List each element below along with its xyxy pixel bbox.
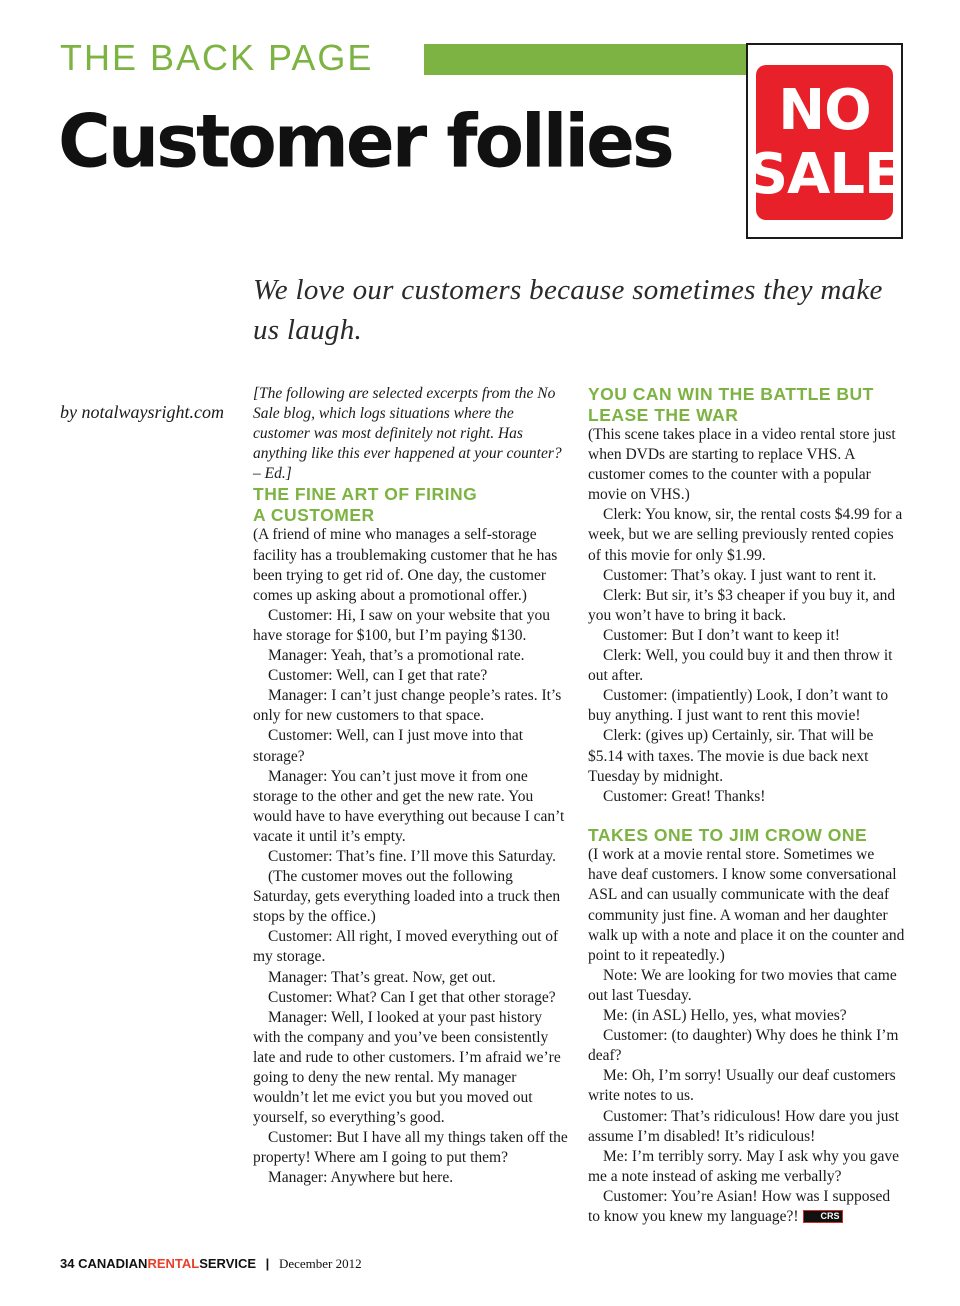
brand-canadian: CANADIAN [78,1256,148,1271]
story-2-paragraph: Clerk: You know, sir, the rental costs $4.99 for a week, but we are selling previously rented copies of this movie for only $1.99. [588,506,903,564]
story-3-paragraph: Me: I’m terribly sorry. May I ask why you gave me a note instead of asking me verbally? [588,1147,900,1185]
story-1-heading-line-1: THE FINE ART OF FIRING [253,484,478,505]
story-2-heading-line-1: YOU CAN WIN THE BATTLE BUT [588,384,874,404]
story-1-paragraph: Manager: Well, I looked at your past history with the company and you’ve been consistently late and rude to other customers. I’m afraid we’re going to deny the new rental. My manager wouldn’t let me evict you but you moved out yourself, so everything’s good. [253,1008,561,1127]
article-column-right [588,384,906,1227]
page-number: 34 [60,1256,75,1271]
story-3-paragraph [588,1187,906,1227]
story-1-paragraph: Customer: All right, I moved everything out of my storage. [253,928,559,966]
end-mark-logo: CRS [803,1210,843,1223]
story-3-body [588,845,906,1227]
story-3-paragraph-text: Customer: You’re Asian! How was I supposed to know you knew my language?! [588,1187,891,1225]
story-3-paragraph: Customer: That’s ridiculous! How dare you just assume I’m disabled! It’s ridiculous! [588,1107,899,1145]
story-2-paragraph: Customer: Great! Thanks! [603,787,766,805]
page-footer [60,1256,362,1272]
story-1-paragraph: Customer: What? Can I get that other storage? [268,988,556,1006]
article-column-left [253,384,573,1189]
section-label: THE BACK PAGE [60,37,374,78]
story-1-paragraph: Customer: That’s fine. I’ll move this Saturday. [268,847,556,865]
story-1-paragraph: Manager: I can’t just change people’s rates. It’s only for new customers to that space. [253,687,562,725]
story-2-heading-line-2: LEASE THE WAR [588,404,739,425]
brand-service: SERVICE [199,1256,257,1271]
story-3-paragraph: Me: (in ASL) Hello, yes, what movies? [603,1007,847,1025]
story-3-paragraph: Note: We are looking for two movies that came out last Tuesday. [588,966,897,1004]
story-2-paragraph: Customer: (impatiently) Look, I don’t want to buy anything. I just want to rent this movie! [588,687,889,725]
story-1-paragraph: Customer: Well, can I get that rate? [268,667,488,685]
brand-rental: RENTAL [147,1256,200,1271]
story-1-body [253,525,573,1188]
issue-date: December 2012 [278,1256,362,1271]
editor-intro: [The following are selected excerpts from the No Sale blog, which logs situations where the customer was most definitely not right. Has anything like this ever happened at your counter? – Ed.] [253,385,562,483]
story-1-paragraph: Manager: You can’t just move it from one storage to the other and get the new rate. You would have to have everything out because I can’t vacate it until it’s empty. [253,767,565,845]
story-1-paragraph: Customer: Well, can I just move into that storage? [253,727,524,765]
deck-subtitle: We love our customers because sometimes they make us laugh. [253,274,883,346]
story-2-paragraph: Clerk: But sir, it’s $3 cheaper if you buy it, and you won’t have to bring it back. [588,586,896,624]
footer-separator: | [265,1256,270,1271]
story-2-paragraph: Clerk: Well, you could buy it and then throw it out after. [588,647,893,685]
story-1-paragraph: Customer: But I have all my things taken off the property! Where am I going to put them? [253,1129,568,1167]
story-3-heading: TAKES ONE TO JIM CROW ONE [588,824,868,845]
sign-line-1: NO [778,77,871,143]
story-3-paragraph: (I work at a movie rental store. Sometimes we have deaf customers. I know some conversational ASL and can usually communicate with the deaf community just fine. A woman and her daughter walk up with a note and place it on the counter and point to it repeatedly.) [588,846,905,964]
story-3-paragraph: Customer: (to daughter) Why does he think I’m deaf? [588,1027,899,1065]
page-title: Customer follies [58,98,672,184]
no-sale-sign [747,65,902,220]
sign-line-2: SALE [747,141,902,207]
story-1-heading-line-2: A CUSTOMER [253,504,375,525]
story-1-paragraph: (The customer moves out the following Saturday, gets everything loaded into a truck then stops by the office.) [253,868,561,926]
story-2-paragraph: Customer: But I don’t want to keep it! [603,626,840,644]
story-1-heading [253,484,573,525]
story-2-heading [588,384,906,425]
story-2-paragraph: Customer: That’s okay. I just want to rent it. [603,566,877,584]
story-1-paragraph: Manager: Anywhere but here. [268,1169,454,1187]
story-3-paragraph: Me: Oh, I’m sorry! Usually our deaf customers write notes to us. [588,1067,896,1105]
section-accent-bar [424,44,748,75]
story-2-paragraph: Clerk: (gives up) Certainly, sir. That will be $5.14 with taxes. The movie is due back next Tuesday by midnight. [588,727,874,785]
story-1-paragraph: Manager: Yeah, that’s a promotional rate. [268,647,525,665]
story-2-paragraph: (This scene takes place in a video rental store just when DVDs are starting to replace VHS. A customer comes to the counter with a popular movie on VHS.) [588,426,896,504]
story-1-paragraph: (A friend of mine who manages a self-storage facility has a troublemaking customer that he has been trying to get rid of. One day, the customer comes up asking about a promotional offer.) [253,526,558,604]
byline: by notalwaysright.com [60,402,224,422]
story-1-paragraph: Manager: That’s great. Now, get out. [268,968,496,986]
no-sale-sign-image [746,43,903,239]
story-1-paragraph: Customer: Hi, I saw on your website that you have storage for $100, but I’m paying $130. [253,606,550,644]
story-2-body [588,425,906,807]
